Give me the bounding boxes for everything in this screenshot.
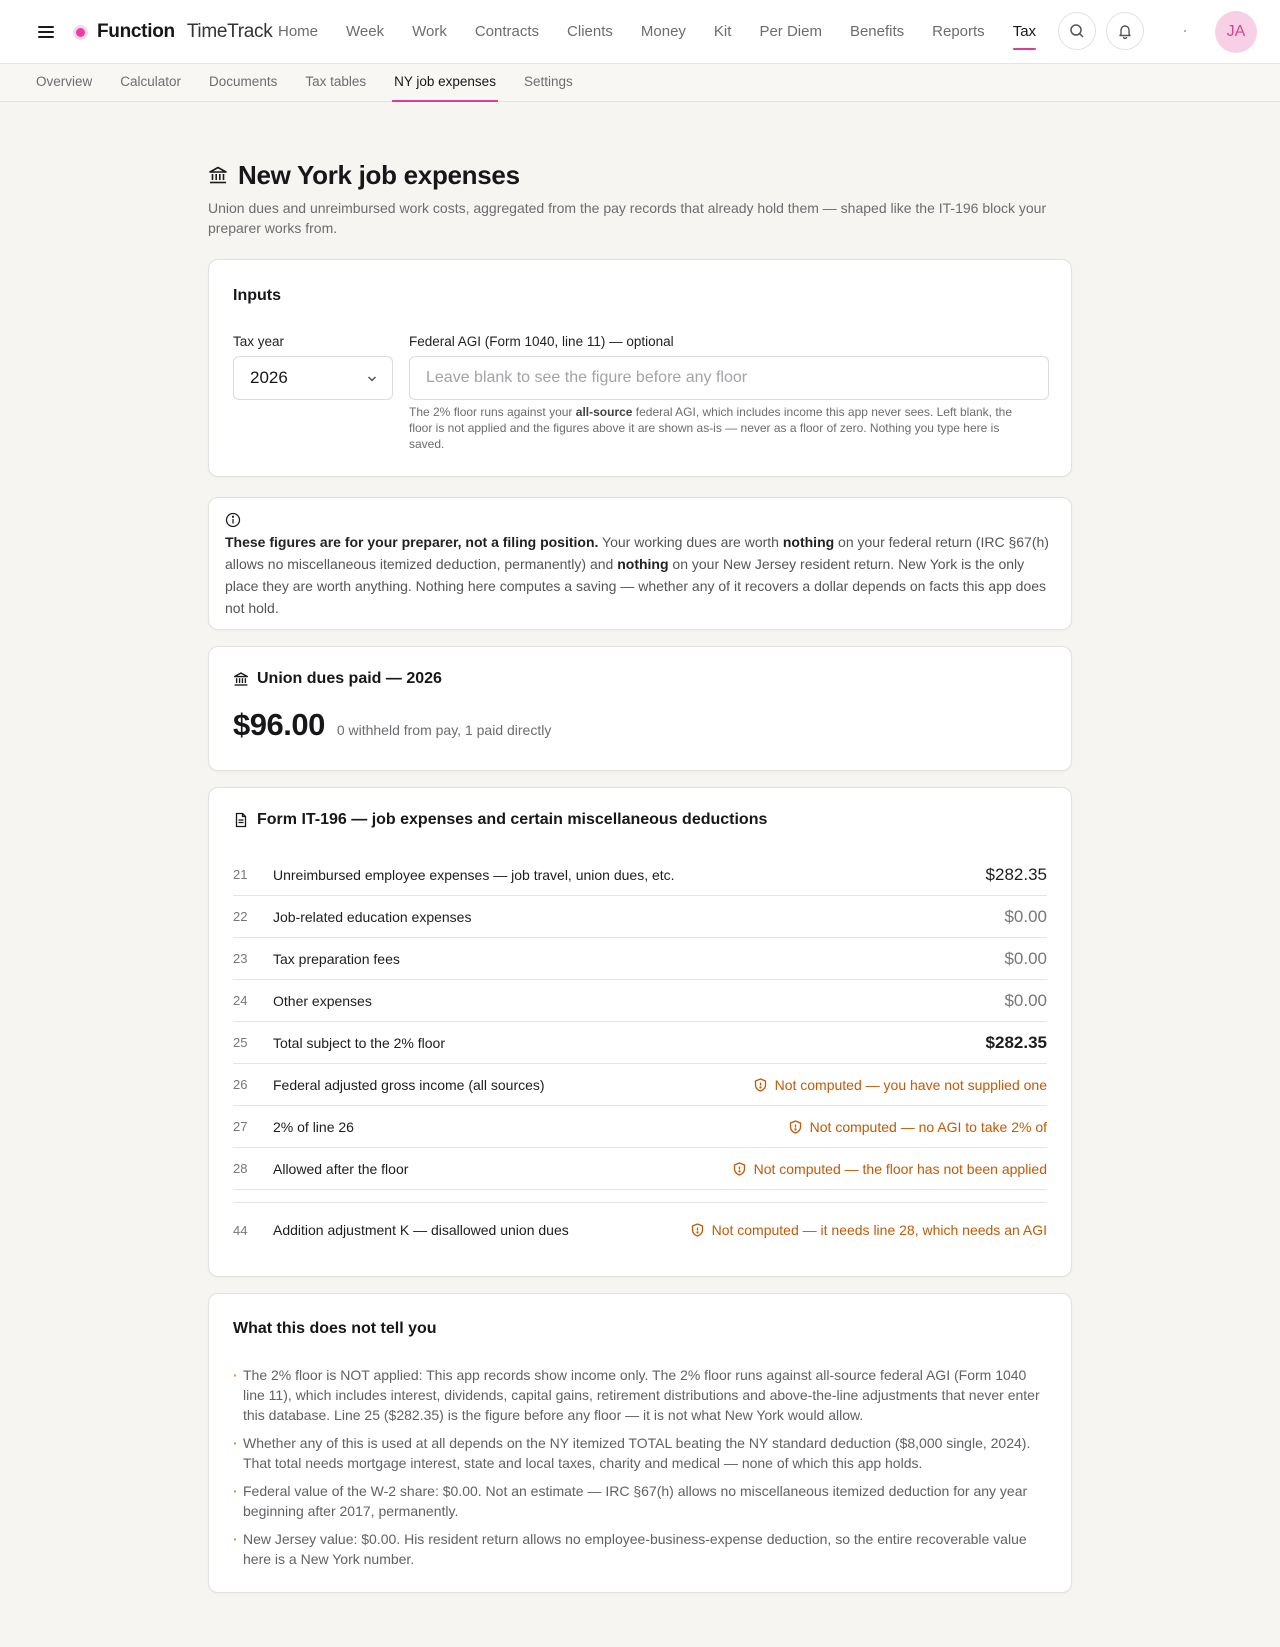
list-item: · The 2% floor is NOT applied: This app records show income only. The 2% floor runs against all-source federal AGI (Form 1040 line 11), which includes interest, dividends, capital gains, retirement distributions and above-the-line adjustments that never enter this database. Line 25 ($282.35) is the figure before any floor — it is not what New York would allow. [233,1365,1047,1425]
not-computed-warning [733,1161,1047,1177]
line-description: Total subject to the 2% floor [273,1034,445,1051]
line-number: 22 [233,909,248,924]
table-row [233,1106,1047,1148]
line-number: 28 [233,1161,248,1176]
shield-alert-icon [789,1120,802,1134]
union-dues-title: Union dues paid — 2026 [257,670,442,687]
page-header [208,158,1072,192]
search-button[interactable] [1058,12,1096,50]
table-row [233,980,1047,1022]
line-value: Not computed — you have not supplied one [774,1076,1047,1093]
table-row [233,1148,1047,1190]
bell-icon [1117,23,1133,39]
tab-calculator[interactable]: Calculator [120,74,182,89]
line-value: Not computed — the floor has not been applied [753,1160,1047,1177]
line-value: $0.00 [1004,990,1047,1010]
section-divider [233,1190,1047,1203]
union-dues-card [208,646,1072,771]
shield-alert-icon [754,1078,767,1092]
bank-icon [233,671,249,687]
notice-part-1: Your working dues are worth [598,534,783,550]
union-dues-detail: 0 withheld from pay, 1 paid directly [336,722,552,738]
it196-lines [233,854,1047,1257]
notice-part-3: on your New Jersey resident return. New York is the only place they are worth anything. Nothing here computes a saving — whether any of it recovers a dollar depends on facts this app does not hold. [225,556,1047,616]
line-description: Unreimbursed employee expenses — job travel, union dues, etc. [273,866,675,883]
line-description: Addition adjustment K — disallowed union dues [273,1222,569,1238]
hint-emphasis: all-source [575,405,633,419]
tab-tax-tables[interactable]: Tax tables [305,74,367,89]
line-description: 2% of line 26 [273,1118,354,1135]
agi-label: Federal AGI (Form 1040, line 11) — optional [409,334,674,349]
nav-week[interactable]: Week [346,23,385,40]
nav-tax[interactable]: Tax [999,0,1050,64]
brand-name: Function [97,21,175,42]
hint-text-end: federal AGI, which includes income this app never sees. Left blank, the floor is not applied and the figures above it are shown as-is — never as a floor of zero. Nothing you type here is saved. [409,405,1013,451]
brand-logo[interactable] [76,20,272,44]
limitations-list [233,1365,1047,1569]
notice-card [208,497,1072,630]
line-number: 24 [233,993,248,1008]
page-subtitle: Union dues and unreimbursed work costs, aggregated from the pay records that already hold them — shaped like the IT-196 block your preparer works from. [208,200,1047,236]
list-item: · Federal value of the W-2 share: $0.00. Not an estimate — IRC §67(h) allows no miscellaneous itemized deduction for any year beginning after 2017, permanently. [233,1481,1047,1521]
line-number: 44 [233,1222,248,1238]
inputs-card [208,259,1072,477]
search-icon [1069,23,1085,39]
shield-alert-icon [691,1223,704,1237]
line-value: Not computed — no AGI to take 2% of [809,1118,1047,1135]
main-content [208,102,1072,1593]
brand-dot-icon [76,28,85,37]
table-row [233,1064,1047,1106]
table-row [233,938,1047,980]
divider-dot [1184,30,1186,32]
notifications-button[interactable] [1106,12,1144,50]
union-dues-summary [233,707,1047,743]
page-title: New York job expenses [238,159,520,190]
inputs-heading: Inputs [233,287,281,304]
line-value: $282.35 [985,864,1047,884]
top-bar [0,0,1280,64]
document-icon [233,812,249,828]
brand-product: TimeTrack [186,21,273,42]
line-description: Allowed after the floor [273,1160,409,1177]
line-number: 26 [233,1077,248,1092]
shield-alert-icon [733,1162,746,1176]
line-value: $282.35 [985,1032,1047,1052]
line-number: 27 [233,1119,248,1134]
line-description: Other expenses [273,992,372,1009]
it196-title: Form IT-196 — job expenses and certain miscellaneous deductions [257,811,768,828]
not-computed-warning [754,1077,1047,1093]
table-row [233,1022,1047,1064]
line-number: 23 [233,951,248,966]
tax-year-select[interactable] [233,356,393,400]
not-computed-warning [789,1119,1047,1135]
table-row [233,1203,1047,1257]
line-number: 25 [233,1035,248,1050]
union-dues-header [233,669,1047,689]
agi-hint [409,404,1029,452]
nav-reports[interactable]: Reports [932,23,985,40]
sub-nav [0,64,1280,102]
nav-kit[interactable]: Kit [713,23,732,40]
hint-text-start: The 2% floor runs against your [409,405,576,419]
notice-emph-1: nothing [782,534,835,550]
tax-year-label: Tax year [233,334,285,349]
line-description: Job-related education expenses [273,908,472,925]
nav-money[interactable]: Money [640,23,686,40]
nav-clients[interactable]: Clients [567,23,613,40]
it196-header [233,810,1047,830]
line-description: Federal adjusted gross income (all sources) [273,1076,545,1093]
main-nav [264,0,1050,64]
tab-documents[interactable]: Documents [209,74,278,89]
tab-ny-job-expenses[interactable]: NY job expenses [380,64,510,102]
table-row [233,896,1047,938]
line-value: Not computed — it needs line 28, which needs an AGI [711,1222,1047,1238]
line-value: $0.00 [1004,906,1047,926]
nav-work[interactable]: Work [412,23,447,40]
list-item: · Whether any of this is used at all depends on the NY itemized TOTAL beating the NY standard deduction ($8,000 single, 2024). That total needs mortgage interest, state and local taxes, charity and medical — none of which this app holds. [233,1433,1047,1473]
union-dues-amount: $96.00 [233,707,325,742]
nav-benefits[interactable]: Benefits [849,23,905,40]
not-computed-warning [691,1222,1047,1238]
limitations-card [208,1293,1072,1593]
menu-icon[interactable] [36,22,56,42]
limitations-title: What this does not tell you [233,1320,437,1337]
info-icon [225,512,241,528]
bank-icon [208,165,228,185]
notice-emph-2: nothing [617,556,669,572]
notice-text [225,531,1055,619]
tab-overview[interactable]: Overview [36,74,93,89]
table-row [233,854,1047,896]
line-value: $0.00 [1004,948,1047,968]
notice-lead: These figures are for your preparer, not a filing position. [225,534,599,550]
line-number: 21 [233,867,248,882]
nav-home[interactable]: Home [278,23,319,40]
chevron-down-icon [366,373,378,385]
tab-settings[interactable]: Settings [523,74,573,89]
avatar[interactable]: JA [1215,11,1257,53]
nav-contracts[interactable]: Contracts [474,23,540,40]
notice-part-2: on your federal return (IRC §67(h) allows no miscellaneous itemized deduction, permanently) and [225,534,1049,572]
line-description: Tax preparation fees [273,950,400,967]
nav-per-diem[interactable]: Per Diem [759,23,822,40]
it196-card [208,787,1072,1277]
agi-input[interactable] [409,356,1049,400]
list-item: · New Jersey value: $0.00. His resident return allows no employee-business-expense deduction, so the entire recoverable value here is a New York number. [233,1529,1047,1569]
tax-year-value: 2026 [250,368,288,387]
